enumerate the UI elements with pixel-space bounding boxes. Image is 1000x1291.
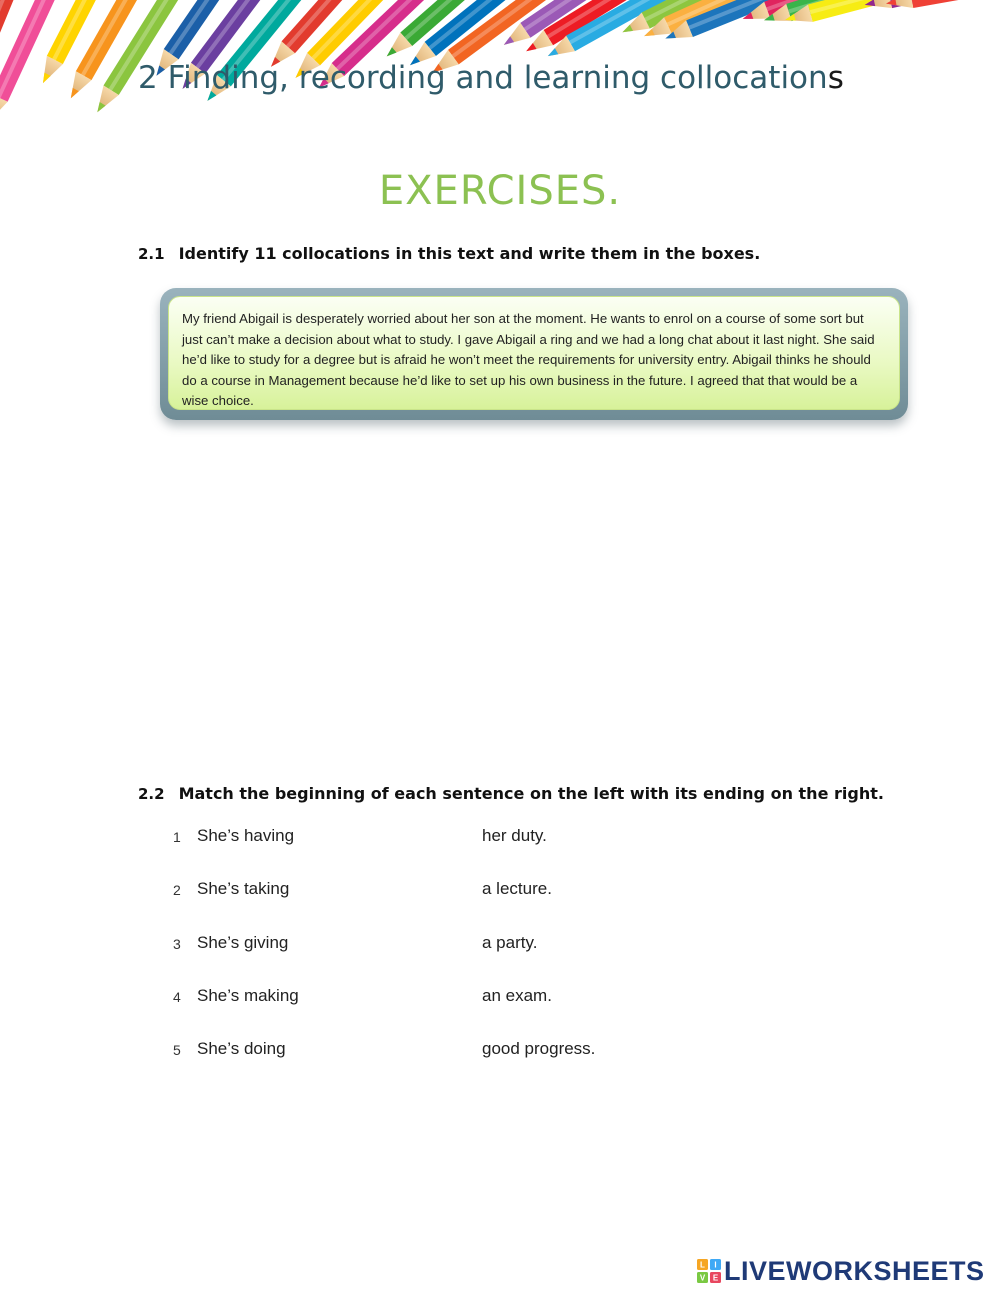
liveworksheets-brand (697, 1256, 985, 1286)
match-left-item: She’s doing (197, 1039, 286, 1058)
exercises-heading: EXERCISES. (378, 168, 622, 214)
match-right-item: a party. (482, 933, 538, 952)
exercise-2-1-text: Identify 11 collocations in this text and write them in the boxes. (178, 244, 761, 263)
logo-letter-v: V (699, 1273, 706, 1283)
logo-letter-l: L (700, 1260, 705, 1270)
match-right-item: a lecture. (482, 879, 552, 898)
match-right-item: an exam. (482, 986, 552, 1005)
match-left-item: She’s taking (197, 879, 290, 898)
exercise-2-2-instruction (138, 784, 884, 803)
match-number: 5 (173, 1042, 181, 1058)
exercise-2-1-number: 2.1 (138, 245, 165, 263)
match-left-item: She’s having (197, 826, 295, 845)
passage-text: My friend Abigail is desperately worried about her son at the moment. He wants to enrol on a course of some sort but just can’t make a decision about what to study. I gave Abigail a ring and we had a long chat about it last night. She said he’d like to study for a degree but is afraid he won’t meet the requirements for university entry. Abigail thinks he should do a course in Management because he’d like to set up his own business in the future. I agreed that that would be a wise choice. (182, 311, 875, 409)
match-left-item: She’s giving (197, 933, 289, 952)
match-number: 3 (173, 936, 181, 952)
exercise-2-2-text: Match the beginning of each sentence on the left with its ending on the right. (178, 784, 884, 803)
exercise-2-2-number: 2.2 (138, 785, 165, 803)
logo-letter-e: E (712, 1273, 719, 1283)
liveworksheets-wordmark: LIVEWORKSHEETS (724, 1255, 985, 1286)
match-number: 1 (173, 829, 181, 845)
match-number: 4 (173, 989, 181, 1005)
match-right-item: good progress. (482, 1039, 596, 1058)
passage-inner (168, 296, 900, 410)
passage-box (160, 288, 908, 420)
match-right-item: her duty. (482, 826, 547, 845)
liveworksheets-logo (697, 1259, 721, 1283)
logo-letter-i: I (714, 1260, 717, 1270)
match-number: 2 (173, 882, 181, 898)
page-title: 2 Finding, recording and learning collocations (138, 60, 844, 96)
exercise-2-1-instruction (138, 244, 760, 263)
match-left-item: She’s making (197, 986, 299, 1005)
